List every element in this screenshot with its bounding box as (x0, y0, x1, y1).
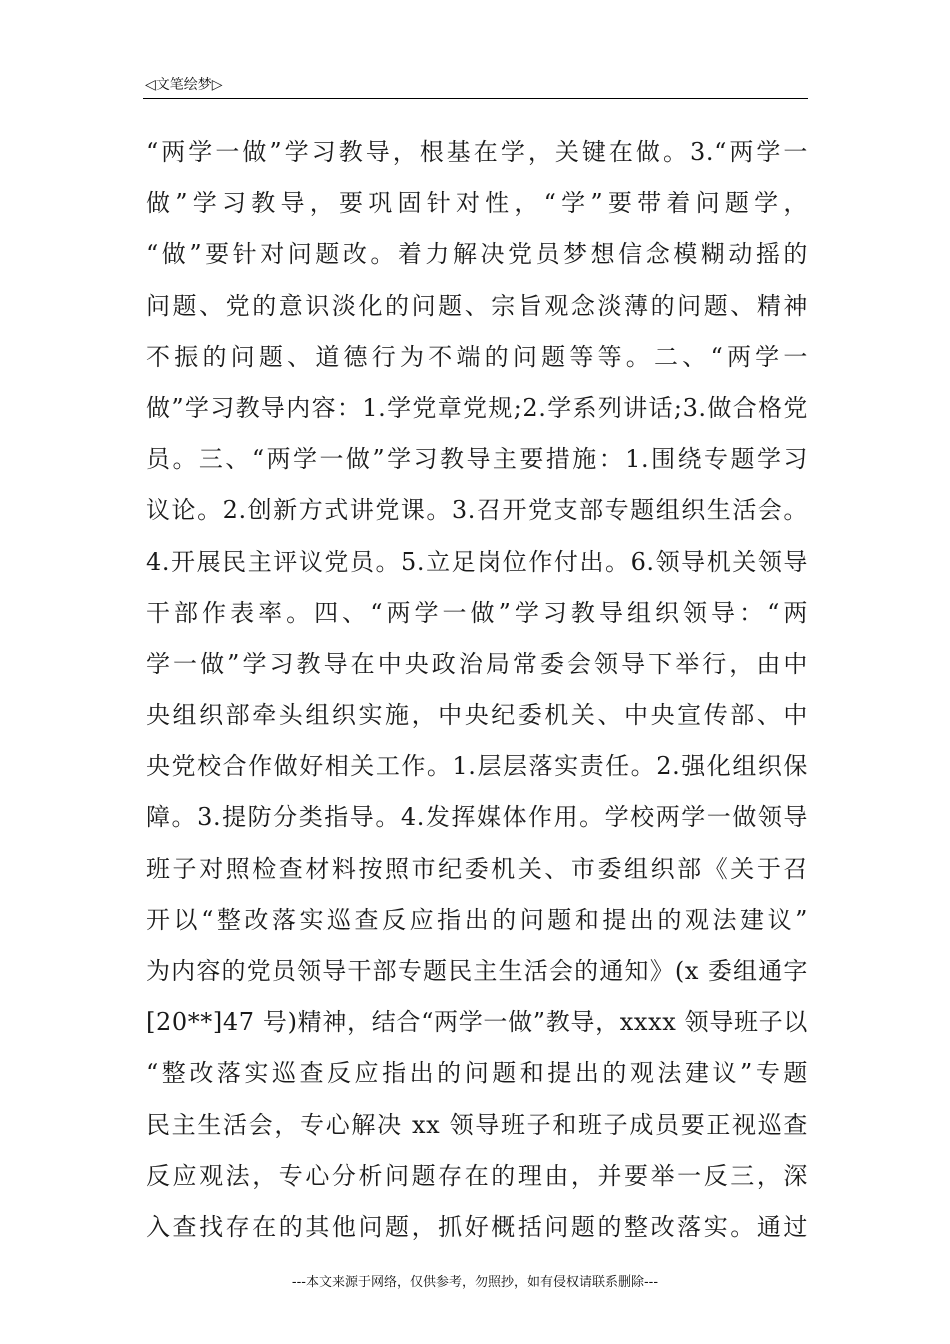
document-body (146, 130, 808, 1256)
text-line: 入查找存在的其他问题，抓好概括问题的整改落实。通过 (146, 1212, 808, 1241)
text-line: 班子对照检查材料按照市纪委机关、市委组织部《关于召 (146, 854, 808, 883)
text-line: 央组织部牵头组织实施，中央纪委机关、中央宣传部、中 (146, 701, 808, 730)
text-line: 做”学习教导内容：1.学党章党规;2.学系列讲话;3.做合格党 (146, 393, 808, 422)
page-header (143, 70, 808, 99)
text-line: “做”要针对问题改。着力解决党员梦想信念模糊动摇的 (146, 240, 808, 269)
header-title: ◁文笔绘梦▷ (145, 77, 223, 93)
text-line: 央党校合作做好相关工作。1.层层落实责任。2.强化组织保 (146, 752, 808, 781)
text-line: [20**]47 号)精神，结合“两学一做”教导，xxxx 领导班子以 (146, 1008, 808, 1037)
text-line: 员。三、“两学一做”学习教导主要措施：1.围绕专题学习 (146, 445, 808, 474)
text-line: 做”学习教导，要巩固针对性，“学”要带着问题学， (146, 189, 808, 218)
page-footer: ---本文来源于网络，仅供参考，勿照抄，如有侵权请联系删除--- (291, 1275, 659, 1290)
text-line: 议论。2.创新方式讲党课。3.召开党支部专题组织生活会。 (146, 496, 808, 525)
text-line: 民主生活会，专心解决 xx 领导班子和班子成员要正视巡查 (146, 1110, 808, 1139)
text-line: 不振的问题、道德行为不端的问题等等。二、“两学一 (146, 342, 808, 371)
text-line: 干部作表率。四、“两学一做”学习教导组织领导：“两 (146, 598, 808, 627)
text-line: 问题、党的意识淡化的问题、宗旨观念淡薄的问题、精神 (146, 291, 808, 320)
text-line: “整改落实巡查反应指出的问题和提出的观法建议”专题 (146, 1059, 808, 1088)
text-line: “两学一做”学习教导，根基在学，关键在做。3.“两学一 (146, 138, 808, 166)
text-line: 障。3.提防分类指导。4.发挥媒体作用。学校两学一做领导 (146, 803, 808, 832)
text-line: 反应观法，专心分析问题存在的理由，并要举一反三，深 (146, 1161, 808, 1190)
text-line: 开以“整改落实巡查反应指出的问题和提出的观法建议” (146, 905, 808, 934)
text-line: 4.开展民主评议党员。5.立足岗位作付出。6.领导机关领导 (146, 547, 808, 576)
text-line: 为内容的党员领导干部专题民主生活会的通知》(x 委组通字 (146, 957, 808, 985)
text-line: 学一做”学习教导在中央政治局常委会领导下举行，由中 (146, 649, 808, 678)
